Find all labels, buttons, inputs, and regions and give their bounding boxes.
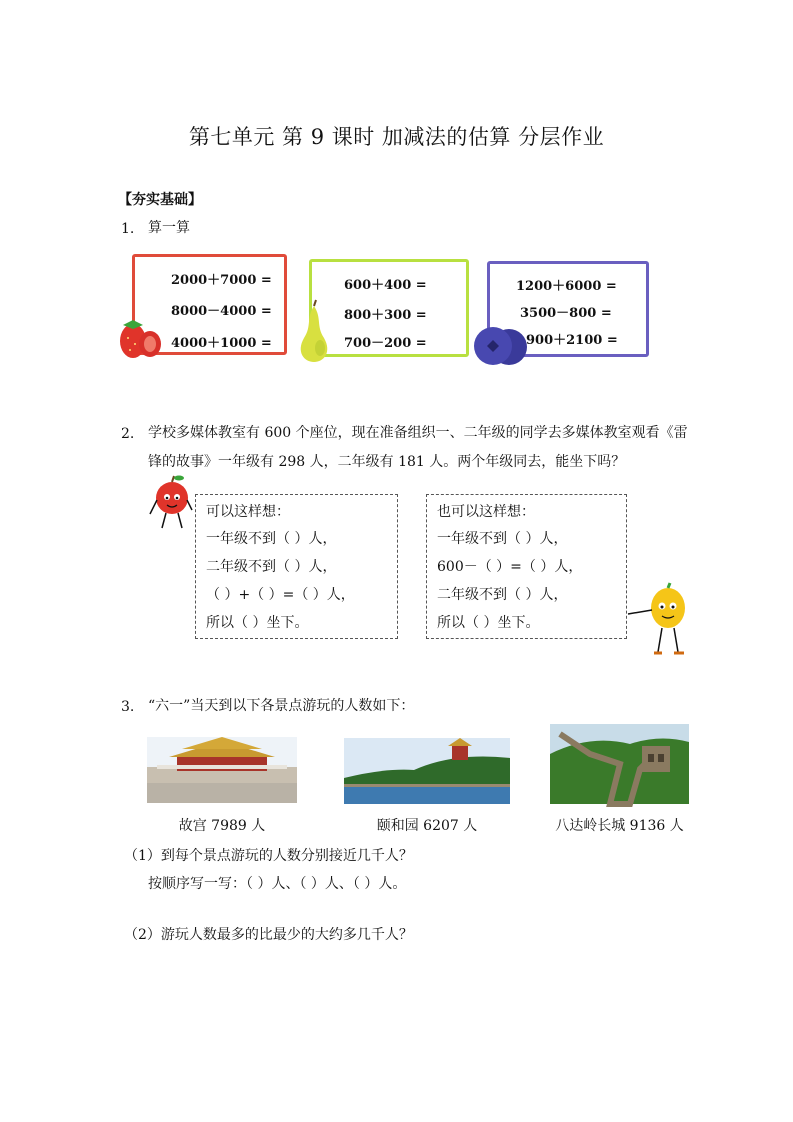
equation: 4000＋1000 =: [171, 336, 272, 351]
hint-line: 二年级不到（ ）人，: [206, 559, 337, 575]
q3-sub-question-1: （1）到每个景点游玩的人数分别接近几千人？: [124, 848, 413, 864]
q1-number: 1.: [121, 221, 135, 237]
hint-line: 一年级不到（ ）人，: [206, 531, 337, 547]
q3-text: “六一”当天到以下各景点游玩的人数如下：: [148, 698, 415, 714]
pear-icon: [296, 300, 332, 362]
spot-caption: 故宫 7989 人: [178, 818, 266, 834]
q2-line-2: 锋的故事》一年级有 298 人，二年级有 181 人。两个年级同去，能坐下吗？: [148, 454, 626, 470]
hint-line: 所以（ ）坐下。: [437, 615, 540, 631]
spot-caption: 颐和园 6207 人: [376, 818, 478, 834]
hint-line: 一年级不到（ ）人，: [437, 531, 568, 547]
q3-sub-question-2: （2）游玩人数最多的比最少的大约多几千人？: [124, 927, 413, 943]
calc-box-2: [309, 259, 469, 357]
forbidden-city-photo: [147, 737, 297, 803]
q3-sub-answer-line: 按顺序写一写：（ ）人、（ ）人、（ ）人。: [148, 876, 407, 892]
hint-line: 二年级不到（ ）人，: [437, 587, 568, 603]
q1-text: 算一算: [148, 220, 190, 236]
hint-line: 所以（ ）坐下。: [206, 615, 309, 631]
q3-number: 3.: [121, 699, 135, 715]
equation: 3500－800 =: [520, 306, 612, 321]
hint-line: 600－（ ）=（ ）人，: [437, 559, 583, 575]
equation: 600＋400 =: [344, 278, 427, 293]
strawberry-icon: [118, 316, 168, 362]
great-wall-photo: [550, 724, 689, 804]
equation: 900＋2100 =: [526, 333, 618, 348]
hint-box-right: [426, 494, 627, 639]
q2-line-1: 学校多媒体教室有 600 个座位，现在准备组织一、二年级的同学去多媒体教室观看《雷: [148, 425, 688, 441]
lemon-mascot-icon: [626, 586, 688, 658]
equation: 1200＋6000 =: [516, 279, 617, 294]
equation: 2000＋7000 =: [171, 273, 272, 288]
section-label: 【夯实基础】: [118, 192, 202, 208]
hint-line: 可以这样想：: [206, 504, 290, 520]
q2-number: 2.: [121, 426, 135, 442]
page-title: 第七单元 第 9 课时 加减法的估算 分层作业: [188, 125, 605, 149]
equation: 8000－4000 =: [171, 304, 272, 319]
equation: 800＋300 =: [344, 308, 427, 323]
equation: 700－200 =: [344, 336, 427, 351]
summer-palace-photo: [344, 738, 510, 804]
hint-box-left: [195, 494, 398, 639]
spot-caption: 八达岭长城 9136 人: [555, 818, 684, 834]
blueberry-icon: [473, 325, 531, 367]
hint-line: （ ）+（ ）=（ ）人，: [206, 587, 355, 603]
hint-line: 也可以这样想：: [437, 504, 535, 520]
apple-mascot-icon: [146, 480, 196, 532]
